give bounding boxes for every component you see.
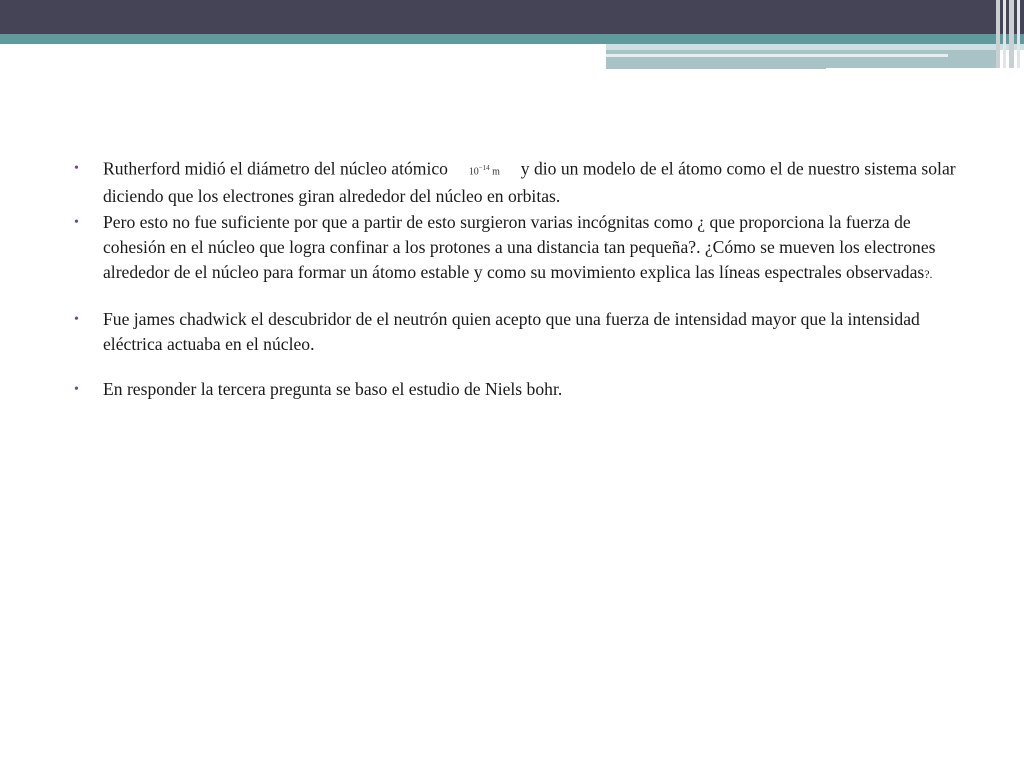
- bullet-text: y dio un modelo de el átomo como el de nuestro sistema solar diciendo que los electrones giran alrededor del núcleo en orbitas.: [103, 158, 956, 207]
- header-accent-line: [606, 66, 826, 69]
- header-white-cut: [0, 44, 606, 74]
- bullet-list: [74, 156, 974, 402]
- bullet-item-rutherford: [74, 156, 974, 209]
- header-teal-band: [0, 34, 1024, 44]
- slide-content: [74, 156, 974, 402]
- bullet-tail: ?.: [924, 267, 933, 282]
- bullet-text: Rutherford midió el diámetro del núcleo atómico: [103, 158, 448, 179]
- corner-stripe: [1017, 0, 1020, 68]
- formula-exponent: −14: [478, 164, 490, 172]
- formula-image: [452, 156, 516, 184]
- corner-stripe: [1003, 0, 1006, 68]
- bullet-item-bohr: [74, 377, 974, 402]
- corner-stripe: [996, 0, 1000, 68]
- formula-unit: m: [492, 166, 500, 178]
- corner-stripe: [1009, 0, 1014, 68]
- bullet-item-chadwick: [74, 307, 974, 357]
- bullet-text: Fue james chadwick el descubridor de el neutrón quien acepto que una fuerza de intensidad mayor que la intensidad eléctrica actuaba en el núcleo.: [103, 309, 920, 355]
- bullet-item-incognitas: [74, 210, 974, 287]
- header-dark-band: [0, 0, 1024, 34]
- bullet-text: En responder la tercera pregunta se baso el estudio de Niels bohr.: [103, 379, 563, 400]
- header-accent-line: [606, 54, 948, 57]
- formula-base: 10: [468, 166, 479, 178]
- bullet-text: Pero esto no fue suficiente por que a partir de esto surgieron varias incógnitas como ¿ que proporciona la fuerza de cohesión en el núcleo que logra confinar a los protones a una distancia tan pequeña?. ¿Cómo se mueven los electrones alrededor de el núcleo para formar un átomo estable y como su movimiento explica las líneas espectrales observadas: [103, 212, 936, 283]
